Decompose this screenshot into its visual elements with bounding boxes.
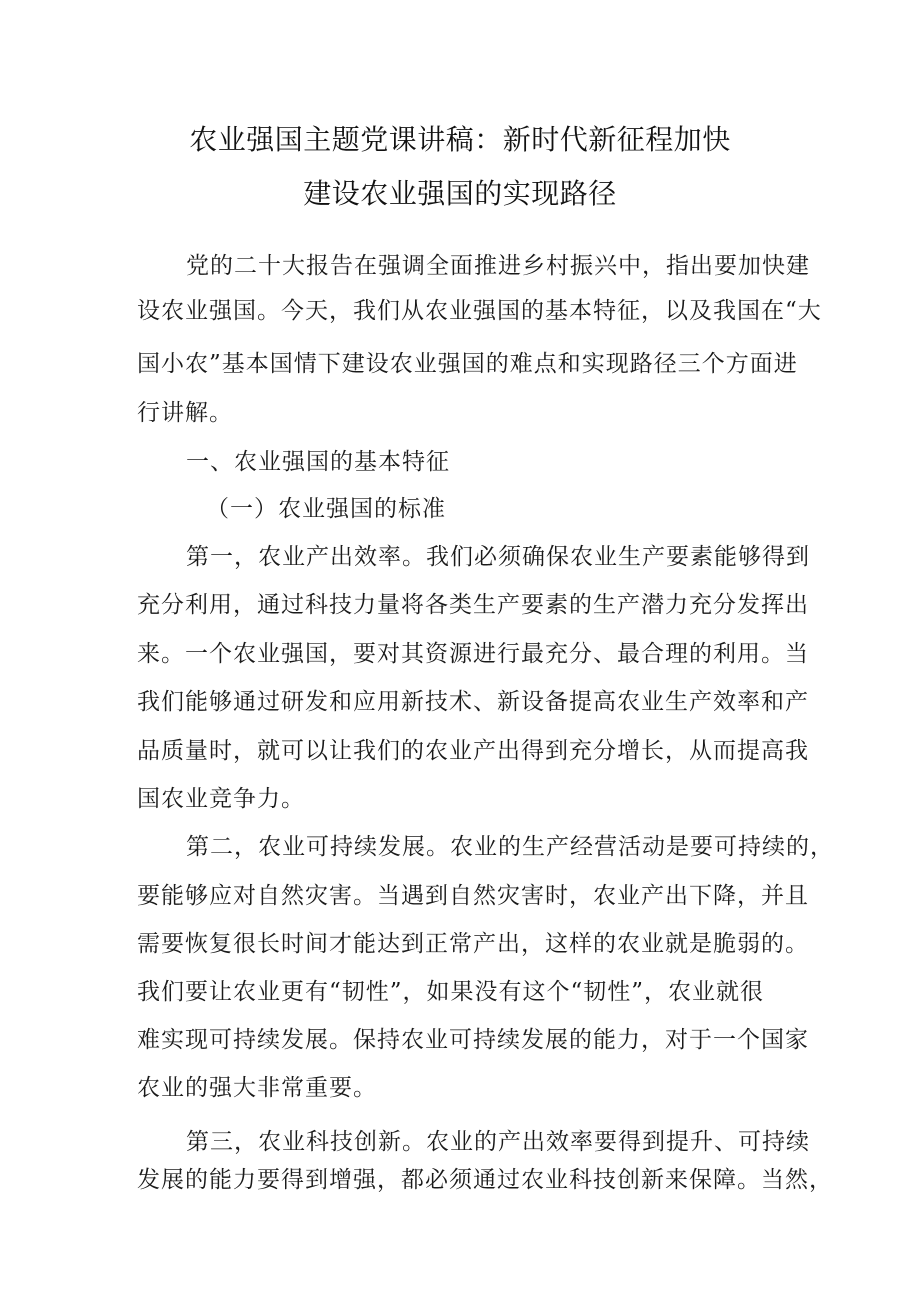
paragraph-second-line-2: 要能够应对自然灾害。当遇到自然灾害时，农业产出下降，并且 bbox=[137, 883, 809, 909]
paragraph-third-line-2: 发展的能力要得到增强，都必须通过农业科技创新来保障。当然， bbox=[137, 1167, 833, 1193]
paragraph-third-line-1: 第三，农业科技创新。农业的产出效率要得到提升、可持续 bbox=[186, 1129, 810, 1155]
paragraph-second-line-6: 农业的强大非常重要。 bbox=[137, 1075, 377, 1101]
paragraph-second-line-3: 需要恢复很长时间才能达到正常产出，这样的农业就是脆弱的。 bbox=[137, 931, 809, 957]
paragraph-second-line-5: 难实现可持续发展。保持农业可持续发展的能力，对于一个国家 bbox=[137, 1027, 809, 1053]
paragraph-intro-line-1: 党的二十大报告在强调全面推进乡村振兴中，指出要加快建 bbox=[186, 253, 810, 279]
paragraph-first-line-6: 国农业竞争力。 bbox=[137, 786, 305, 812]
section-heading-1: 一、农业强国的基本特征 bbox=[186, 449, 450, 475]
paragraph-intro-line-2: 设农业强国。今天，我们从农业强国的基本特征，以及我国在“大 bbox=[137, 298, 822, 324]
paragraph-second-line-1: 第二，农业可持续发展。农业的生产经营活动是要可持续的， bbox=[186, 834, 834, 860]
paragraph-first-line-5: 品质量时，就可以让我们的农业产出得到充分增长，从而提高我 bbox=[137, 738, 809, 764]
paragraph-first-line-2: 充分利用，通过科技力量将各类生产要素的生产潜力充分发挥出 bbox=[137, 592, 809, 618]
subsection-heading-1: （一）农业强国的标准 bbox=[206, 496, 446, 522]
paragraph-intro-line-4: 行讲解。 bbox=[137, 400, 233, 426]
document-title-line-1: 农业强国主题党课讲稿：新时代新征程加快 bbox=[189, 123, 731, 156]
paragraph-first-line-3: 来。一个农业强国，要对其资源进行最充分、最合理的利用。当 bbox=[137, 641, 809, 667]
paragraph-second-line-4: 我们要让农业更有“韧性”，如果没有这个“韧性”，农业就很 bbox=[137, 979, 765, 1005]
paragraph-first-line-4: 我们能够通过研发和应用新技术、新设备提高农业生产效率和产 bbox=[137, 689, 809, 715]
paragraph-intro-line-3: 国小农”基本国情下建设农业强国的难点和实现路径三个方面进 bbox=[137, 351, 798, 377]
paragraph-first-line-1: 第一，农业产出效率。我们必须确保农业生产要素能够得到 bbox=[186, 544, 810, 570]
document-title-line-2: 建设农业强国的实现路径 bbox=[303, 177, 617, 210]
